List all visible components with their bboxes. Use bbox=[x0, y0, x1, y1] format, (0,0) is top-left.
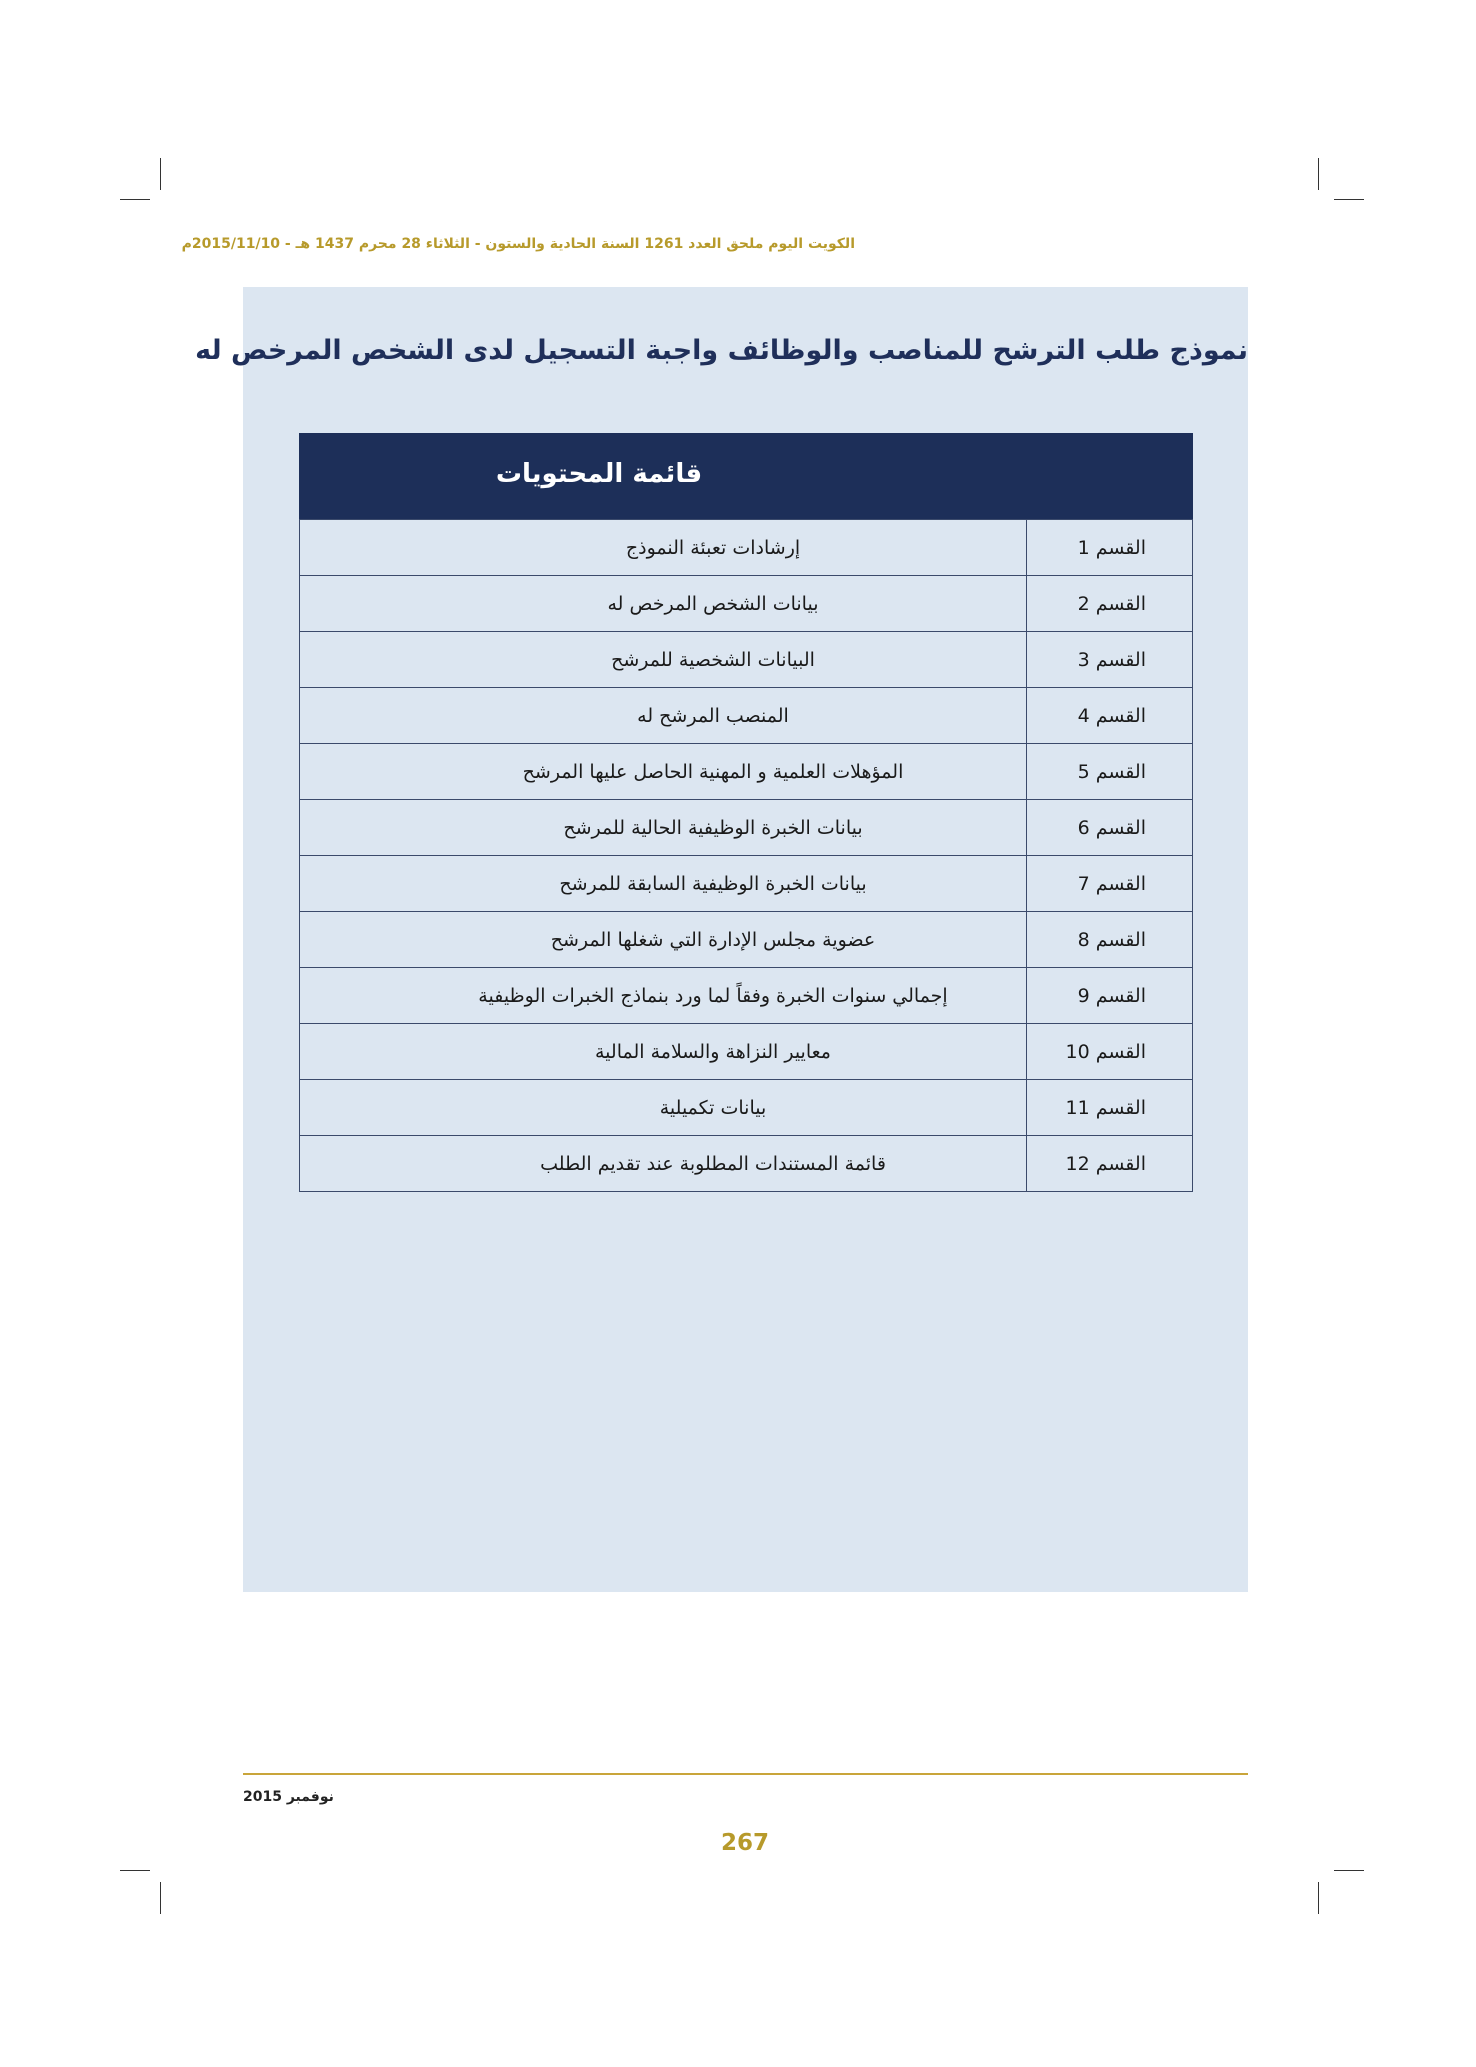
section-number: القسم 5 bbox=[1027, 744, 1193, 800]
section-title: بيانات الخبرة الوظيفية الحالية للمرشح bbox=[300, 800, 1027, 856]
section-number: القسم 8 bbox=[1027, 912, 1193, 968]
section-title: إرشادات تعبئة النموذج bbox=[300, 520, 1027, 576]
section-title: قائمة المستندات المطلوبة عند تقديم الطلب bbox=[300, 1136, 1027, 1192]
section-number: القسم 3 bbox=[1027, 632, 1193, 688]
section-title: البيانات الشخصية للمرشح bbox=[300, 632, 1027, 688]
section-number: القسم 12 bbox=[1027, 1136, 1193, 1192]
table-row bbox=[300, 744, 1193, 800]
table-row bbox=[300, 632, 1193, 688]
table-row bbox=[300, 688, 1193, 744]
section-number: القسم 9 bbox=[1027, 968, 1193, 1024]
crop-mark-top-left-h bbox=[120, 199, 150, 200]
crop-mark-bottom-right-h bbox=[1334, 1870, 1364, 1871]
crop-mark-bottom-left-h bbox=[120, 1870, 150, 1871]
section-title: المنصب المرشح له bbox=[300, 688, 1027, 744]
table-row bbox=[300, 576, 1193, 632]
table-row bbox=[300, 1080, 1193, 1136]
section-title: بيانات الخبرة الوظيفية السابقة للمرشح bbox=[300, 856, 1027, 912]
section-title: عضوية مجلس الإدارة التي شغلها المرشح bbox=[300, 912, 1027, 968]
section-number: القسم 10 bbox=[1027, 1024, 1193, 1080]
table-row bbox=[300, 968, 1193, 1024]
table-row bbox=[300, 856, 1193, 912]
crop-mark-top-left-v bbox=[160, 158, 161, 190]
table-row bbox=[300, 520, 1193, 576]
table-of-contents bbox=[299, 433, 1193, 1192]
section-number: القسم 7 bbox=[1027, 856, 1193, 912]
table-row bbox=[300, 912, 1193, 968]
page-number: 267 bbox=[720, 1830, 769, 1856]
section-title: المؤهلات العلمية و المهنية الحاصل عليها المرشح bbox=[300, 744, 1027, 800]
section-number: القسم 1 bbox=[1027, 520, 1193, 576]
section-number: القسم 2 bbox=[1027, 576, 1193, 632]
section-number: القسم 4 bbox=[1027, 688, 1193, 744]
section-title: إجمالي سنوات الخبرة وفقاً لما ورد بنماذج الخبرات الوظيفية bbox=[300, 968, 1027, 1024]
crop-mark-bottom-left-v bbox=[160, 1882, 161, 1914]
footer-divider bbox=[243, 1773, 1248, 1775]
section-title: معايير النزاهة والسلامة المالية bbox=[300, 1024, 1027, 1080]
toc-header bbox=[299, 433, 1193, 519]
section-title: بيانات تكميلية bbox=[300, 1080, 1027, 1136]
section-title: بيانات الشخص المرخص له bbox=[300, 576, 1027, 632]
toc-heading: قائمة المحتويات bbox=[495, 459, 703, 489]
crop-mark-bottom-right-v bbox=[1318, 1882, 1319, 1914]
table-row bbox=[300, 1024, 1193, 1080]
content-panel bbox=[195, 287, 1248, 1592]
footer-date: نوفمبر 2015 bbox=[243, 1789, 334, 1805]
toc-table bbox=[299, 519, 1193, 1192]
running-header: الكويت اليوم ملحق العدد 1261 السنة الحادية والستون - الثلاثاء 28 محرم 1437 هـ - 2015/11/10م bbox=[181, 236, 855, 252]
form-title: نموذج طلب الترشح للمناصب والوظائف واجبة التسجيل لدى الشخص المرخص له bbox=[195, 335, 1248, 366]
crop-mark-top-right-v bbox=[1318, 158, 1319, 190]
table-row bbox=[300, 800, 1193, 856]
section-number: القسم 6 bbox=[1027, 800, 1193, 856]
section-number: القسم 11 bbox=[1027, 1080, 1193, 1136]
crop-mark-top-right-h bbox=[1334, 199, 1364, 200]
table-row bbox=[300, 1136, 1193, 1192]
